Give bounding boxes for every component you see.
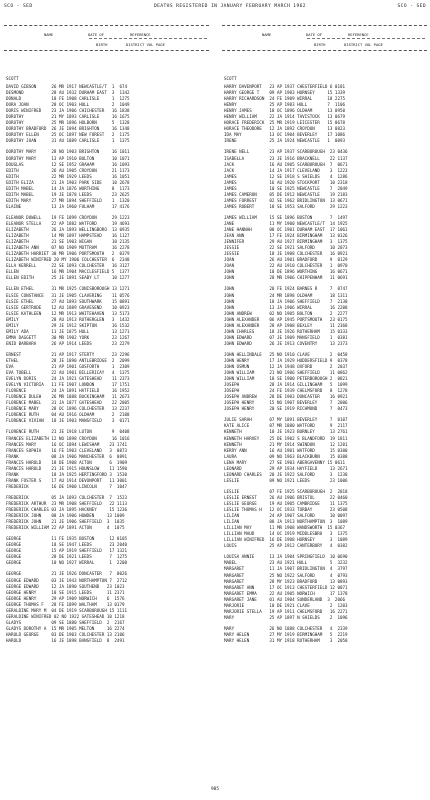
- register-entry: GEORGE 10 NO 1927 WIRRAL 1 2200: [6, 560, 128, 566]
- register-entry: ELIZABETH ANN 07 NO 1909 MOTTRAM 16 2278: [6, 245, 130, 251]
- register-entry: EVA 21 AP 1901 GOSFORTH 1 2309: [6, 364, 130, 370]
- register-entry: JOHN 18 JA 1906 SHEFFIELD 7 2138: [224, 298, 348, 304]
- register-entry: JAMES WILLIAM 15 SE 1896 BOSTON 7 1497: [224, 214, 348, 220]
- register-entry: MARGARET ANN 17 OC 1913 CHESTERFIELD 12 0071: [224, 584, 348, 590]
- register-entry: DOROTHY BRADFORD 26 JE 1894 BRIGHTON 16 1348: [6, 126, 130, 132]
- register-entry: IRENE 25 JA 1924 NEWCASTLE 1 0093: [224, 138, 346, 144]
- register-entry: JANE HANNAH 08 OC 1901 DURHAM EAST 17 1061: [224, 227, 348, 233]
- surname-heading: SCOTT: [224, 76, 237, 81]
- register-entry: DOROTHY MARY 28 NO 1903 BRIGHTON 16 1011: [6, 149, 130, 155]
- register-entry: JANE 11 MY 1900 NEWCASTLE/T 14 1925: [224, 220, 348, 226]
- register-entry: FLORENCE RUTH 21 JE 1918 LUTON 9 0408: [6, 429, 130, 435]
- register-entry: FLORENCE MARY 28 OC 1896 COLCHESTER 13 2237: [6, 406, 130, 412]
- register-entry: JOHN ALEXANDER 06 AP 1945 PORTSMOUTH 23 0175: [224, 316, 348, 322]
- register-entry: ELSIE KATHLEEN 12 MR 1913 WHITEHAVEN 13 5173: [6, 310, 130, 316]
- register-entry: DOROTHY MARY 13 AP 1910 BOLTON 10 1071: [6, 155, 130, 161]
- register-entry: FLORENCE DULEH 26 MR 1888 BUCKINGHAM 11 2673: [6, 394, 130, 400]
- register-entry: LILLIAN MAY 11 MR 1908 WANDSWORTH 15 0367: [224, 525, 346, 531]
- register-entry: JOHN HENRY 17 JA 1929 HUDDERSFIELD 9 0378: [224, 357, 348, 363]
- register-entry: ELLEN 16 MR 1904 MACCLESFIELD 5 1377: [6, 269, 130, 275]
- register-entry: MARJORIE 10 DE 1921 CLAVE 2 1203: [224, 602, 348, 608]
- register-entry: GEORGE 28 DE 1921 LEEDS 7 1275: [6, 554, 128, 560]
- register-entry: EMMA DAGGETT 30 MR 1902 YORK 23 1267: [6, 334, 130, 340]
- register-entry: JOSEPH ANDREW 28 DE 1903 DONCASTER 16 0921: [224, 394, 348, 400]
- header-divider: [89, 38, 207, 39]
- header-date-of: DATE OF: [306, 32, 323, 37]
- column-header-left: [4, 25, 209, 51]
- register-entry: FREDERICK 05 JA 1893 COLCHESTER 7 1523: [6, 494, 128, 500]
- header-district: DISTRICT VOL PAGE: [126, 42, 165, 47]
- register-entry: FREDERICK ARTHUR 23 MR 1908 SHEFFIELD 22 1113: [6, 501, 128, 506]
- register-entry: JACK 16 AU 1905 SCARBOROUGH 7 0671: [224, 161, 348, 167]
- register-entry: ELIZABETH WINIFRED 20 MY 1906 COLCHESTER 6 2348: [6, 257, 130, 263]
- register-entry: MABEL 23 AU 1921 HULL 5 3232: [224, 560, 348, 566]
- register-entry: LAURA 09 NO 1963 BLACKBURN 15 0388: [224, 453, 348, 459]
- register-entry: LEONARD 29 AP 1934 HAYFIELD 13 2671: [224, 465, 348, 471]
- register-entry: FRANCES ELIZABETH 12 NO 1898 CROYDON 16 1016: [6, 435, 130, 441]
- register-entry: FRANCIS HAROLD 21 JE 1915 HOUNSLOW 11 1590: [6, 465, 128, 471]
- register-entry: JESSIE 18 JE 1908 COLCHESTER 16 0921: [224, 251, 348, 257]
- register-entry: MARGARET JANE 01 AU 1904 SUNDERLAND 3 2066: [224, 596, 346, 602]
- register-entry: JESSIE 22 SE 1921 SALFORD 10 2073: [224, 245, 348, 251]
- register-entry: EMILY 29 JE 1912 SKIPTON 16 1532: [6, 322, 130, 328]
- register-entry: ELSIE CONSTANCE 31 JE 1905 CLAVERING 11 0576: [6, 292, 130, 298]
- register-entry: HORACE THEODORE 12 JA 1892 CROYDON 13 0823: [224, 126, 346, 132]
- entries-column-right: [224, 76, 429, 644]
- register-entry: ELLEN EDITH 25 JE 1891 SEABY LT 10 1277: [6, 275, 130, 281]
- register-entry: FRANK FOSTER S 17 AU 1914 DEVONPORT 11 3001: [6, 477, 128, 483]
- register-entry: MARY 26 NO 1888 COLCHESTER 4 2339: [224, 625, 348, 631]
- register-entry: EDITH MABEL 14 JA 1876 WORTHING 8 1173: [6, 185, 130, 191]
- register-entry: GEORGE THOMAS F 28 FE 1899 WALTHAM 13 0179: [6, 601, 125, 607]
- register-entry: FREDERICK JOHN 21 JE 1906 SHEFFIELD 3 1035: [6, 519, 125, 525]
- register-entry: FRANCES MARY 16 OC 1894 LEWISHAM 23 1741: [6, 441, 128, 447]
- register-entry: JOHN 20 FE 1924 BARNES R 7 0747: [224, 286, 348, 292]
- register-entry: MARY HELEN 31 MY 1918 ROTHERHAM 3 2050: [224, 637, 348, 643]
- register-entry: MARJORIE STELLA 19 AP 1911 CHELMSFORD 16 2271: [224, 608, 348, 614]
- register-entry: MARGARET 28 MY 1923 BRADFORD 13 0893: [224, 578, 348, 584]
- register-entry: HENRY JAMES 18 OC 1896 OLDHAM 13 0950: [224, 108, 346, 114]
- register-entry: LESLIE 07 FE 1925 SCARBOROUGH 2 2818: [224, 488, 348, 494]
- page-header: [4, 4, 426, 13]
- register-entry: JOHN WILLIAM 18 SE 1900 PETERBOROUGH 2 0821: [224, 376, 348, 382]
- register-entry: JULIE SARAH 07 MY 1891 BEVERLEY 7 0107: [224, 417, 348, 423]
- register-entry: JENNIFER 29 AU 1927 BIRMINGHAM 3 1375: [224, 239, 348, 245]
- register-entry: LOUISA ANNIE 13 JA 1904 SPRINGFIELD 10 0690: [224, 554, 348, 560]
- register-entry: KATE ALICE 07 MR 1880 WATFORD 9 2117: [224, 423, 348, 429]
- register-entry: ETHEL 28 JE 1890 ANTLEBRIDGE 2 2099: [6, 357, 130, 363]
- register-entry: HENRY 25 AP 1983 HULL 7 1106: [224, 102, 346, 108]
- register-entry: LESLIE 09 NO 1921 LEEDS 23 1006: [224, 477, 348, 483]
- register-entry: GEORGE 11 FE 1935 BOSTON 12 0105: [6, 536, 128, 542]
- register-entry: JAMES 16 AU 1920 STOCKPORT 10 2318: [224, 179, 348, 185]
- register-entry: KERRY ANN 16 AU 1901 WATFORD 15 0380: [224, 447, 348, 453]
- register-entry: JAMES 12 SE 1918 S SHIELDS 4 1286: [224, 173, 348, 179]
- register-entry: LILLIAN WINIFRED 16 DE 1908 HORNSEY 3 1089: [224, 537, 348, 543]
- register-entry: EVELYN DORIS 24 JA 1921 GATESHEAD 11 2373: [6, 376, 130, 382]
- register-entry: KENNETH 21 MY 1914 SWINDON 12 1201: [224, 441, 348, 447]
- register-entry: EMILY 28 AU 1913 RUTHERGLEN 3 1432: [6, 316, 130, 322]
- register-entry: JOHN EDWARD 26 JE 1913 COVENTRY 13 2373: [224, 340, 348, 346]
- register-entry: HORACE FREDERICK 25 MR 1919 LEICESTER 15 0678: [224, 120, 346, 126]
- register-entry: JOHN 28 MR 1906 CHIPPENHAM 11 0691: [224, 275, 348, 281]
- register-entry: LESLIE GEORGE 19 AU 1905 CAMBRIDGE 11 1375: [224, 501, 348, 506]
- register-entry: GEORGE EDWARD 03 JE 1943 NORTHAMPTON 7 2712: [6, 577, 128, 583]
- header-code-left: SCO - SED: [4, 4, 33, 9]
- register-entry: JEAN ANN 17 FE 1924 BIRMINGHAM 13 0326: [224, 233, 348, 239]
- register-entry: FREDERICK 16 DE 1900 LINCOLN 7 1047: [6, 483, 128, 489]
- register-entry: FRANK 08 JA 1906 MANCHESTER 6 0891: [6, 453, 128, 459]
- register-entry: JAMES ROBERT 18 SE 1953 SALFORD 29 1223: [224, 203, 348, 209]
- register-entry: MARGARET 11 JA 1907 BRIDLINGTON 4 3797: [224, 566, 348, 572]
- header-date-of: DATE OF: [88, 32, 105, 37]
- header-reference: REFERENCE: [130, 32, 151, 37]
- register-entry: LESLIE ERNEST 26 AU 1906 BRISTOL 22 0460: [224, 494, 348, 500]
- register-entry: ELIZABETH 26 JA 1893 WELLINGBORO 13 0935: [6, 227, 130, 233]
- register-entry: JAMES FORREST 02 SE 1962 BRIDLINGTON 13 0671: [224, 197, 348, 203]
- register-entry: ELLEN ETHEL 31 MR 1925 CONISBOROUGH 13 1271: [6, 286, 130, 292]
- register-entry: FRANCES SOPHIA 16 FE 1903 CLEVELAND 3 0873: [6, 447, 128, 453]
- register-entry: JAMES 10 SE 1925 NEWCASTLE 7 2049: [224, 185, 348, 191]
- register-entry: DESMOND 28 AU 1932 DURHAM EAST 3 1342: [6, 90, 130, 96]
- register-entry: EVELYN VICTORIA 11 FE 1907 LONDON 17 1751: [6, 382, 130, 388]
- register-entry: GEORGE HENRY 10 SE 1915 LEEDS 11 2371: [6, 589, 125, 595]
- register-entry: ELIZABETH HARRIET 30 MR 1906 PORTSMOUTH 2 0379: [6, 251, 130, 257]
- register-entry: DAVID GIBSON 26 MR 1917 NEWCASTLE/T 1 674: [6, 84, 128, 89]
- register-entry: FLORENCE RUTH 04 AU 1916 OLDHAM 2 2108: [6, 412, 130, 418]
- register-entry: LOUIS 25 AP 1912 CANTERBURY 4 0382: [224, 543, 348, 549]
- register-entry: JOSEPH 28 JA 1914 GILLINGHAM 5 1099: [224, 382, 348, 388]
- register-entry: JACK 14 JA 1917 CLEVELAND 3 1223: [224, 167, 348, 173]
- register-entry: HARRY RICHARDSON 24 FE 1909 WIRRAL 18 2275: [224, 96, 346, 102]
- register-entry: FLORENCE 24 JA 1891 HATFIELD 16 1952: [6, 388, 130, 394]
- register-entry: DORA JOAN 28 OC 1903 HULL 2 1049: [6, 102, 130, 108]
- register-entry: EMILY ADA 11 JE 1875 HULL 13 1271: [6, 328, 130, 334]
- register-entry: DOROTHY JOAN 31 AU 1889 CARLISLE 1 1375: [6, 138, 130, 144]
- register-entry: JOHN OSMUN 12 JA 1948 OXFORD 2 2037: [224, 364, 348, 370]
- header-title: DEATHS REGISTERED IN JANUARY FEBRUARY MARCH 1962: [154, 4, 306, 9]
- register-entry: LILIAN 08 JA 1913 NORTHAMPTON 3 1089: [224, 519, 348, 525]
- register-entry: GERALDINE WINIFRED 02 NO 1922 GATESHEAD 10 1218: [6, 613, 125, 619]
- register-entry: EVA TOBELL 22 AU 1901 BILLERICAY 4 1375: [6, 370, 130, 376]
- register-entry: JOHN ALEXANDER 28 AP 1908 BEXLEY 11 2368: [224, 322, 348, 328]
- register-entry: LEONARD CHARLES 20 JE 1922 SALFORD 3 1238: [224, 471, 348, 477]
- register-entry: ELIZABETH 14 MR 1897 HAMPSTEAD 16 1127: [6, 233, 130, 239]
- register-entry: EDITH 22 MR 1929 LEEDS 16 1051: [6, 173, 130, 179]
- register-entry: FLORENCE MABEL 31 JA 1877 GATESHEAD 22 2005: [6, 400, 130, 406]
- register-entry: JOHN ANDREW 02 NO 1905 BOLTON 2 2277: [224, 310, 348, 316]
- register-entry: JOSEPH 24 FE 1939 CHELMSFORD 8 1278: [224, 388, 348, 394]
- header-reference: REFERENCE: [348, 32, 369, 37]
- register-entry: JOSEPH HENRY 20 SE 1919 RICHMOND 7 0473: [224, 406, 348, 412]
- register-entry: GEORGE 15 AP 1919 SHEFFIELD 17 1321: [6, 548, 128, 554]
- register-entry: MARY 25 AP 1897 N SHIELDS 2 1096: [224, 614, 348, 620]
- register-entry: MARGARET EMMA 22 AU 1905 NORWICH 17 1378: [224, 590, 348, 596]
- register-entry: DORIS WINIFRED 23 JA 1906 CHICHESTER 16 1838: [6, 108, 130, 114]
- header-birth: BIRTH: [96, 42, 108, 47]
- register-entry: LILIAN 24 AP 1907 SALFORD 10 0097: [224, 513, 348, 519]
- register-entry: DOUGLAS 12 SE 1952 GRAHAM 16 1093: [6, 161, 130, 167]
- register-entry: ELIZABETH 21 SE 1903 WIGAN 10 2135: [6, 239, 130, 245]
- register-entry: GEORGE 21 JE 1926 DONCASTER 7 0026: [6, 571, 128, 577]
- register-entry: JOHN 10 DE 1896 WORTHING 16 0671: [224, 269, 348, 275]
- register-entry: EDITH MABEL 19 JE 1878 LEEDS 23 2625: [6, 191, 130, 197]
- register-entry: ELEANOR STELLA 22 AP 1882 WATFORD 19 4693: [6, 220, 130, 226]
- register-entry: HARRY GEORGE T 09 AP 1903 HORNSEY 15 1339: [224, 90, 346, 96]
- register-entry: ELEANOR DOWELL 19 FE 1899 CROYDON 29 1223: [6, 214, 130, 220]
- register-entry: FRANCIS HAROLD 18 DE 1908 ACTON 6 1909: [6, 459, 128, 465]
- register-entry: KENNETH HARVEY 25 DE 1902 S BLANDFORD 19 1811: [224, 435, 348, 441]
- register-entry: FRANK 18 JA 1925 HERTINGFORD 3 1530: [6, 471, 128, 477]
- register-entry: JOHN HELLINDALE 25 NO 1910 CLAVE 2 0458: [224, 351, 348, 357]
- register-entry: JOHN 24 MR 1898 OLDHAM 18 1311: [224, 292, 348, 298]
- register-entry: GEORGE 18 SE 1947 LEEDS 23 2040: [6, 542, 128, 548]
- header-district: DISTRICT VOL PAGE: [344, 42, 383, 47]
- register-entry: MARGARET 25 NO 1922 SALFORD 4 0793: [224, 572, 348, 578]
- register-entry: JOSEPH HENRY 15 NO 1907 BEVERLEY 7 2006: [224, 400, 348, 406]
- register-entry: EDITH MARY 27 MR 1894 SHEFFIELD 1 1320: [6, 197, 130, 203]
- register-entry: ISABELLA 23 JE 1916 BRACKNELL 22 1137: [224, 155, 348, 161]
- register-entry: GERALDINE MARY M 04 DE 1919 SCARBOROUGH 15 1111: [6, 607, 128, 613]
- header-code-right: SCO - SED: [397, 4, 426, 9]
- register-entry: JOAN 26 AU 1901 BRADFORD 9 0129: [224, 257, 348, 263]
- register-entry: EDITH 26 AU 1905 CROYDON 21 1173: [6, 167, 130, 173]
- register-entry: MARY HELEN 27 MY 1919 BIRMINGHAM 5 2219: [224, 631, 348, 637]
- register-entry: IDA MAY 13 OC 1904 BEVERLEY 17 1086: [224, 132, 346, 138]
- header-name: NAME: [262, 32, 272, 37]
- register-entry: JOAN 22 AU 1910 COLCHESTER 1 0970: [224, 263, 348, 269]
- register-entry: ELSIE GERTRUDE 12 AU 1889 GRAVESEND 10 0923: [6, 304, 130, 310]
- register-entry: HAROLD GEORGE 03 DE 1903 COLCHESTER 13 2106: [6, 631, 125, 637]
- register-entry: LESLIE THOMAS H 12 OC 1933 TORBAY 23 0508: [224, 507, 348, 513]
- page-number: 905: [211, 787, 219, 792]
- register-entry: DOROTHY ELLEN 25 OC 1897 NEW FOREST 2 1175: [6, 132, 130, 138]
- register-entry: JOHN 13 JA 1906 WIRRAL 16 2208: [224, 304, 348, 310]
- register-entry: DOROTHY 25 MR 1896 HOLBORN 5 1328: [6, 120, 130, 126]
- surname-heading: SCOTT: [6, 76, 19, 81]
- register-entry: LILLIAN MAUD 14 OC 1919 MIDDLESBRO 3 1375: [224, 531, 348, 537]
- register-entry: ELAINE 13 JA 1960 FULHAM 17 4176: [6, 203, 130, 209]
- register-entry: IRENE NELL 23 AP 1937 SCARBOROUGH 23 0436: [224, 149, 348, 155]
- register-entry: FREDERICK CHARLES 03 JA 1895 HACKNEY 15 1236: [6, 507, 128, 513]
- register-entry: JOHN WILLIAM 21 NO 1906 SHEFFIELD 11 0862: [224, 370, 348, 376]
- header-divider: [307, 38, 425, 39]
- register-entry: ENID BARBARA 26 AP 1914 LEEDS 23 2279: [6, 340, 130, 346]
- register-entry: EDITH ELIZA 21 JA 1903 PARK SIDE 10 2678: [6, 179, 130, 185]
- register-entry: KENNETH 10 JE 1923 BURNLEY 13 2761: [224, 429, 348, 435]
- register-entry: HARRY DAVENPORT 23 AP 1937 CHESTERFIELD 6 0181: [224, 84, 346, 89]
- header-birth: BIRTH: [314, 42, 326, 47]
- register-entry: DONALD 18 FE 1908 CARLISLE 1 1275: [6, 96, 130, 102]
- register-entry: GLADYS 09 SE 1880 SHEFFIELD 2 2167: [6, 619, 125, 625]
- register-entry: GEORGE EDWARD 12 JA 1890 SOUTHEND 23 1023: [6, 583, 125, 589]
- entries-column-left: [6, 76, 211, 644]
- register-entry: FREDERICK WILLIAM 22 AP 1891 ACTON 4 1075: [6, 525, 125, 531]
- register-entry: LENA MARY 27 SE 1903 ABERGAVENNY 15 0611: [224, 459, 346, 465]
- register-entry: JOHN CHARLES 18 JE 1926 ROTHERHAM 15 0333: [224, 328, 348, 334]
- register-entry: GLADYS DOROTHY A 15 MR 1905 MELTON 16 2274: [6, 625, 125, 631]
- register-entry: GEORGE HENRY 29 AP 1909 NORWICH 6 1576: [6, 595, 125, 601]
- register-entry: FREDERICK JOHN 08 JA 1906 HOWDEN 13 1009: [6, 513, 125, 519]
- register-entry: FLORENCE VIVIAN 18 JE 1903 MANSFIELD 3 0171: [6, 418, 130, 424]
- register-entry: JAMES CAMERON 05 DE 1912 NEWCASTLE 19 2183: [224, 191, 348, 197]
- register-entry: HAROLD 16 JE 1898 BANSFIELD 8 2491: [6, 637, 125, 643]
- register-entry: ERNEST 21 AP 1917 STERTY 23 2296: [6, 351, 130, 357]
- register-entry: ELSIE ETHEL 27 AU 1893 SOUTHWARK 15 0891: [6, 298, 130, 304]
- register-entry: ELLA KERRELL 22 SE 1893 COLCHESTER 16 3127: [6, 263, 130, 269]
- register-entry: JOHN EDWARD 07 JE 1909 MANSFIELD 1 0381: [224, 334, 348, 340]
- header-name: NAME: [44, 32, 54, 37]
- register-entry: DOROTHY 21 MY 1893 CARLISLE 16 1675: [6, 114, 130, 120]
- column-header-right: [222, 25, 427, 51]
- register-entry: HENRY WILLIAM 22 JA 1914 TAVISTOCK 13 0679: [224, 114, 346, 120]
